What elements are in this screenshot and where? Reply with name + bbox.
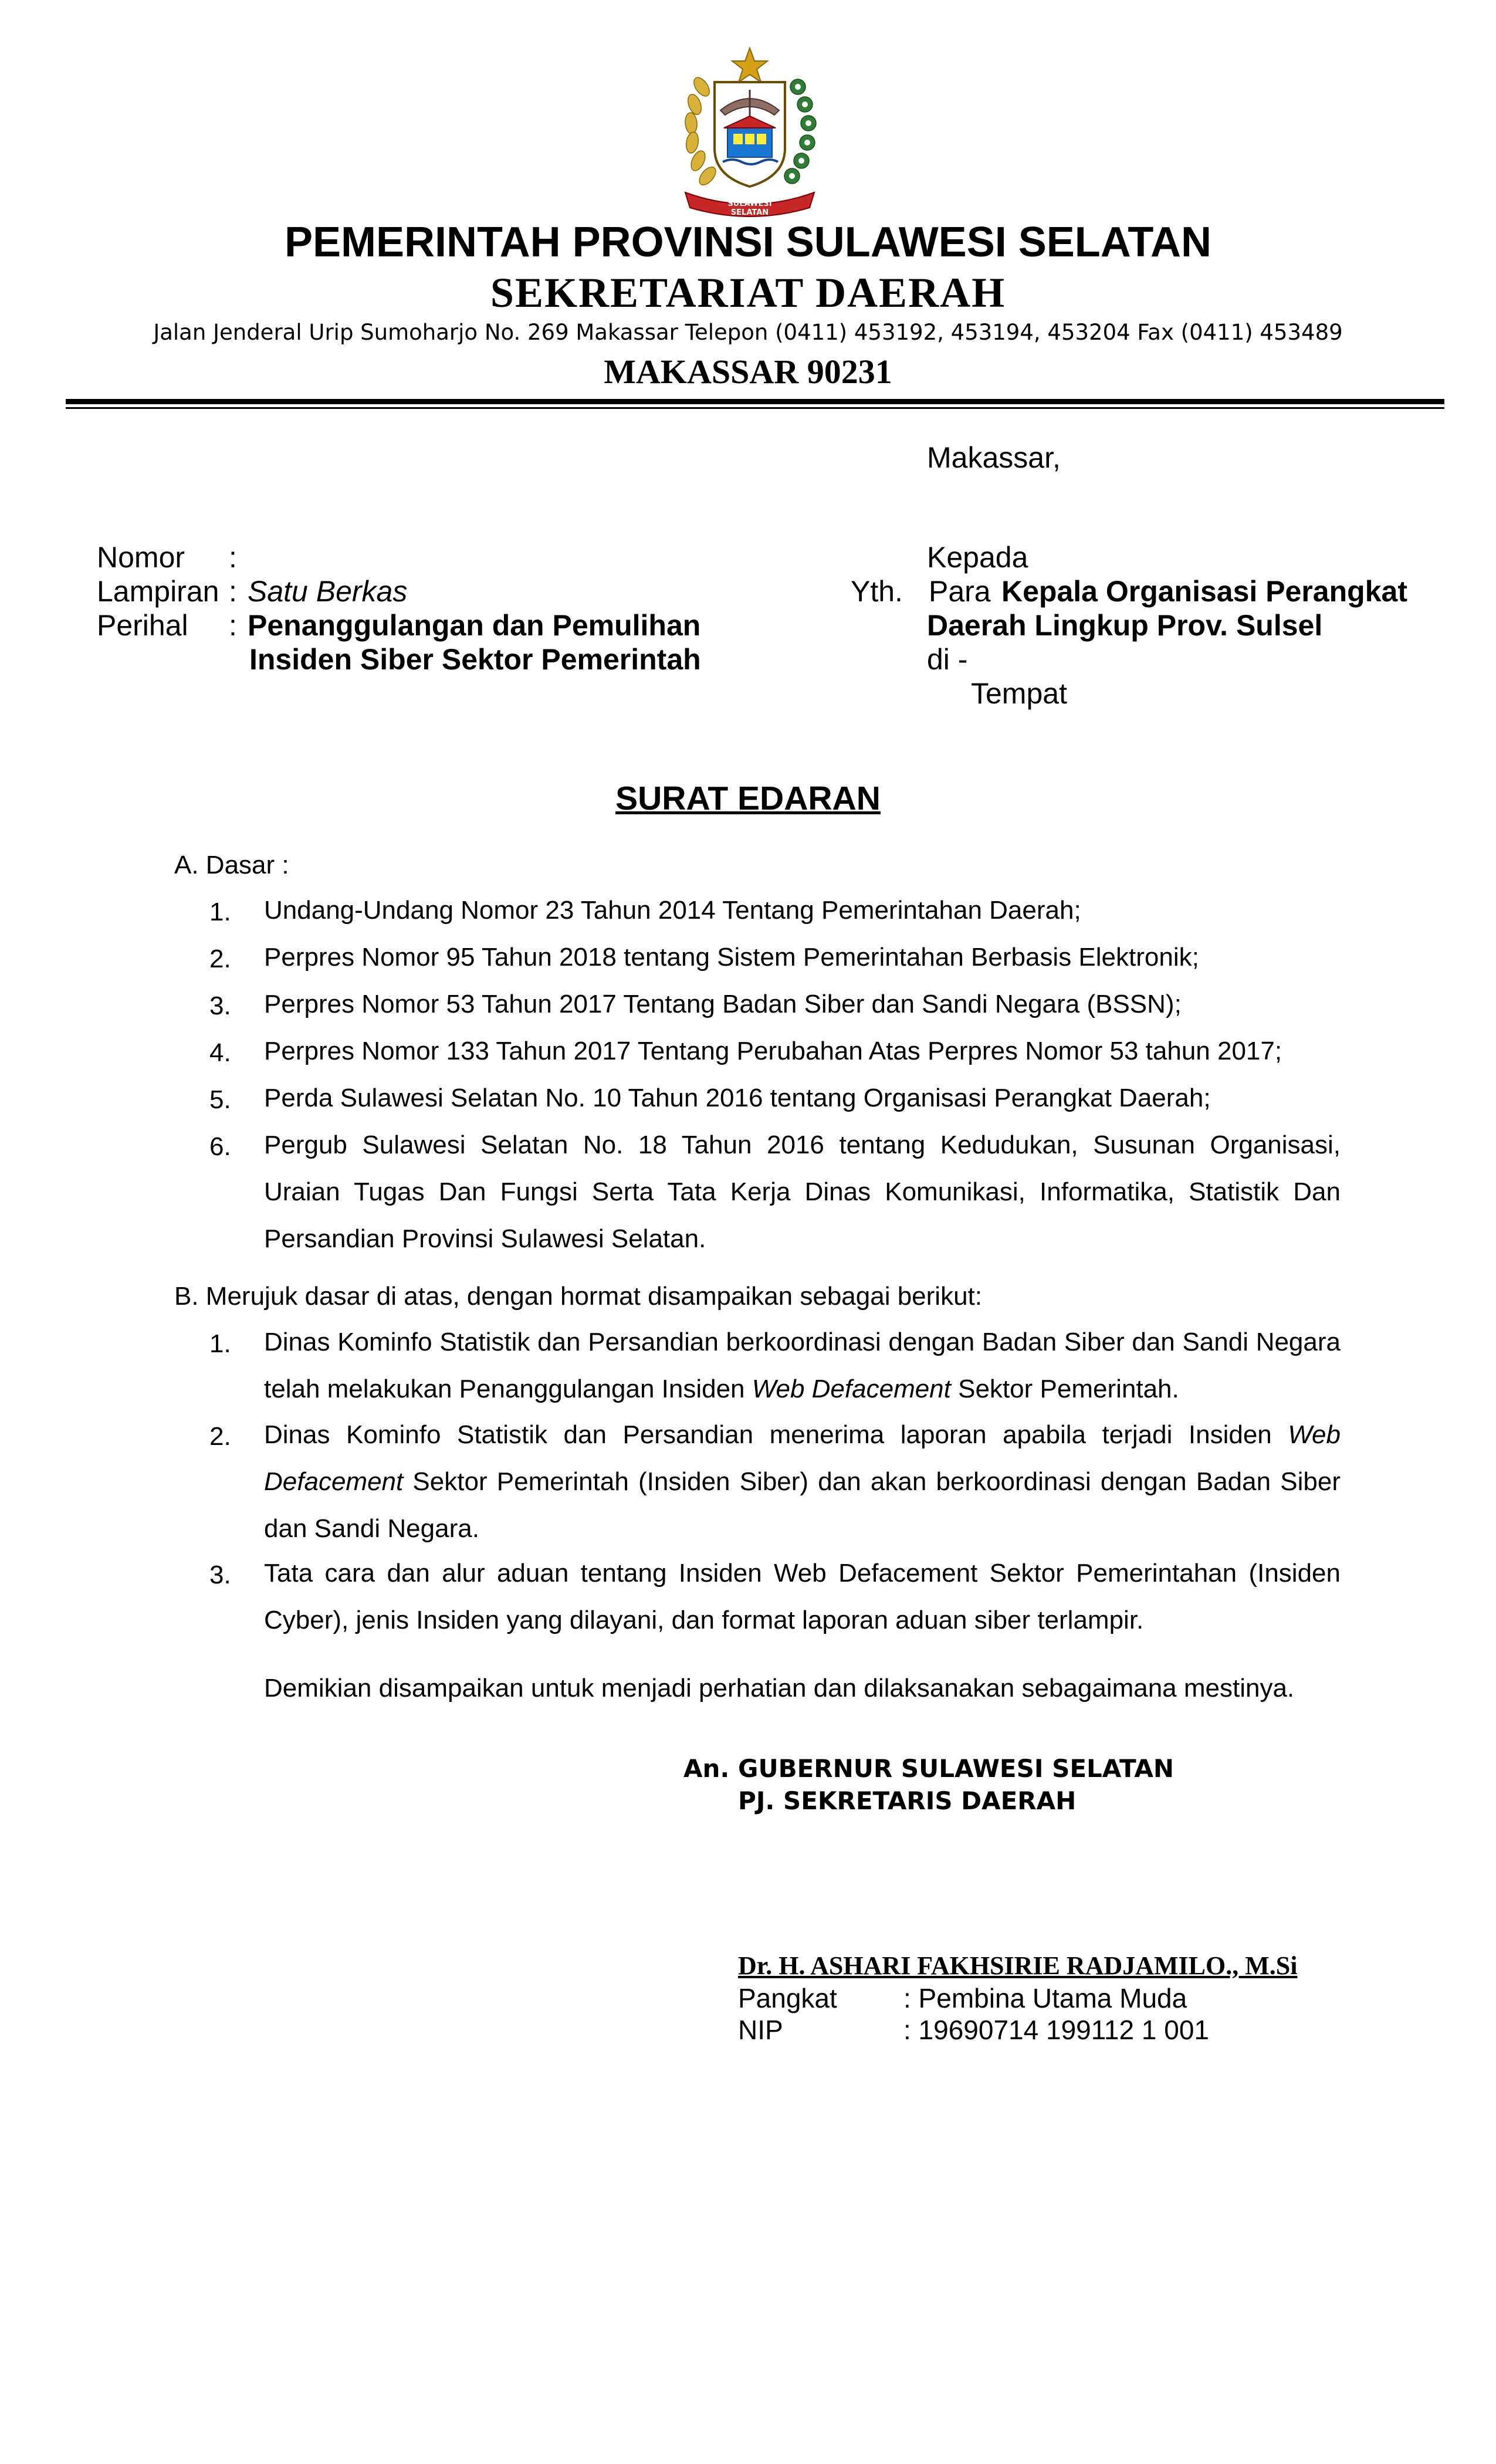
section-a-item-text: Perpres Nomor 53 Tahun 2017 Tentang Badan Siber dan Sandi Negara (BSSN); <box>264 990 1182 1018</box>
perihal-line-1: Penanggulangan dan Pemulihan <box>248 609 701 642</box>
section-b-item-number: 1. <box>209 1329 231 1358</box>
perihal-separator: : <box>229 609 237 642</box>
nip-label: NIP <box>738 2015 783 2045</box>
lampiran-value: Satu Berkas <box>248 575 408 608</box>
section-a-item-number: 4. <box>209 1038 231 1067</box>
section-a-item-text: Perda Sulawesi Selatan No. 10 Tahun 2016 tentang Organisasi Perangkat Daerah; <box>264 1084 1211 1112</box>
section-b-item-text: Dinas Kominfo Statistik dan Persandian berkoordinasi dengan Badan Siber dan Sandi Negara telah melakukan Penanggulangan Insiden Web Defacement Sektor Pemerintah. <box>264 1328 1341 1403</box>
province-emblem-icon <box>673 46 826 222</box>
logo-ribbon-text: SULAWESI SELATAN <box>727 199 772 217</box>
lampiran-separator: : <box>229 575 237 608</box>
signatory-name: Dr. H. ASHARI FAKHSIRIE RADJAMILO., M.Si <box>738 1951 1298 1980</box>
closing-statement: Demikian disampaikan untuk menjadi perhatian dan dilaksanakan sebagaimana mestinya. <box>264 1674 1295 1703</box>
letterhead-divider-thin <box>66 407 1444 409</box>
recipient-line-1: Kepala Organisasi Perangkat <box>1001 575 1407 608</box>
pangkat-value: : Pembina Utama Muda <box>903 1983 1187 2013</box>
section-a-item-text: Perpres Nomor 95 Tahun 2018 tentang Sistem Pemerintahan Berbasis Elektronik; <box>264 943 1199 972</box>
letterhead-government: PEMERINTAH PROVINSI SULAWESI SELATAN <box>284 219 1212 266</box>
perihal-line-2: Insiden Siber Sektor Pemerintah <box>249 643 701 676</box>
recipient-kepada: Kepada <box>927 541 1028 574</box>
nip-value: : 19690714 199112 1 001 <box>903 2015 1209 2045</box>
recipient-line-2: Daerah Lingkup Prov. Sulsel <box>927 609 1323 642</box>
section-a-item-number: 6. <box>209 1132 231 1161</box>
place-date: Makassar, <box>927 441 1061 474</box>
section-a-item-text: Perpres Nomor 133 Tahun 2017 Tentang Perubahan Atas Perpres Nomor 53 tahun 2017; <box>264 1037 1282 1065</box>
signature-line-1: GUBERNUR SULAWESI SELATAN <box>738 1754 1175 1783</box>
section-a-item-number: 3. <box>209 991 231 1020</box>
signature-an: An. <box>683 1754 730 1783</box>
section-b-item-number: 3. <box>209 1561 231 1589</box>
section-a-item-number: 1. <box>209 898 231 926</box>
recipient-tempat: Tempat <box>971 677 1067 710</box>
letterhead-address: Jalan Jenderal Urip Sumoharjo No. 269 Makassar Telepon (0411) 453192, 453194, 453204 Fax (0411) 453489 <box>153 320 1343 345</box>
section-a-item-number: 5. <box>209 1085 231 1114</box>
section-a-item-text: Undang-Undang Nomor 23 Tahun 2014 Tentang Pemerintahan Daerah; <box>264 896 1081 925</box>
section-b-heading: B. Merujuk dasar di atas, dengan hormat disampaikan sebagai berikut: <box>174 1282 982 1311</box>
section-b-item-text: Dinas Kominfo Statistik dan Persandian menerima laporan apabila terjadi Insiden Web Defacement Sektor Pemerintah (Insiden Siber) dan akan berkoordinasi dengan Badan Siber dan Sandi Negara. <box>264 1420 1341 1543</box>
lampiran-label: Lampiran <box>97 575 219 608</box>
perihal-label: Perihal <box>97 609 188 642</box>
section-a-heading: A. Dasar : <box>174 851 289 879</box>
recipient-para: Para <box>929 575 991 608</box>
province-logo <box>673 46 826 222</box>
letterhead-office: SEKRETARIAT DAERAH <box>490 269 1006 316</box>
document-title: SURAT EDARAN <box>615 780 881 817</box>
nomor-label: Nomor <box>97 541 185 574</box>
letterhead-city: MAKASSAR 90231 <box>604 353 892 391</box>
letterhead-divider-thick <box>66 399 1444 404</box>
nomor-separator: : <box>229 541 237 574</box>
recipient-di: di - <box>927 643 968 676</box>
recipient-yth: Yth. <box>851 575 903 608</box>
section-a-item-number: 2. <box>209 945 231 973</box>
pangkat-label: Pangkat <box>738 1983 837 2013</box>
signature-line-2: PJ. SEKRETARIS DAERAH <box>738 1786 1077 1815</box>
section-a-item-text: Pergub Sulawesi Selatan No. 18 Tahun 2016 tentang Kedudukan, Susunan Organisasi, Uraian Tugas Dan Fungsi Serta Tata Kerja Dinas Komunikasi, Informatika, Statistik Dan Persandian Provinsi Sulawesi Selatan. <box>264 1131 1341 1253</box>
section-b-item-text: Tata cara dan alur aduan tentang Insiden Web Defacement Sektor Pemerintahan (Insiden Cyber), jenis Insiden yang dilayani, dan format laporan aduan siber terlampir. <box>264 1559 1341 1634</box>
section-b-item-number: 2. <box>209 1422 231 1451</box>
